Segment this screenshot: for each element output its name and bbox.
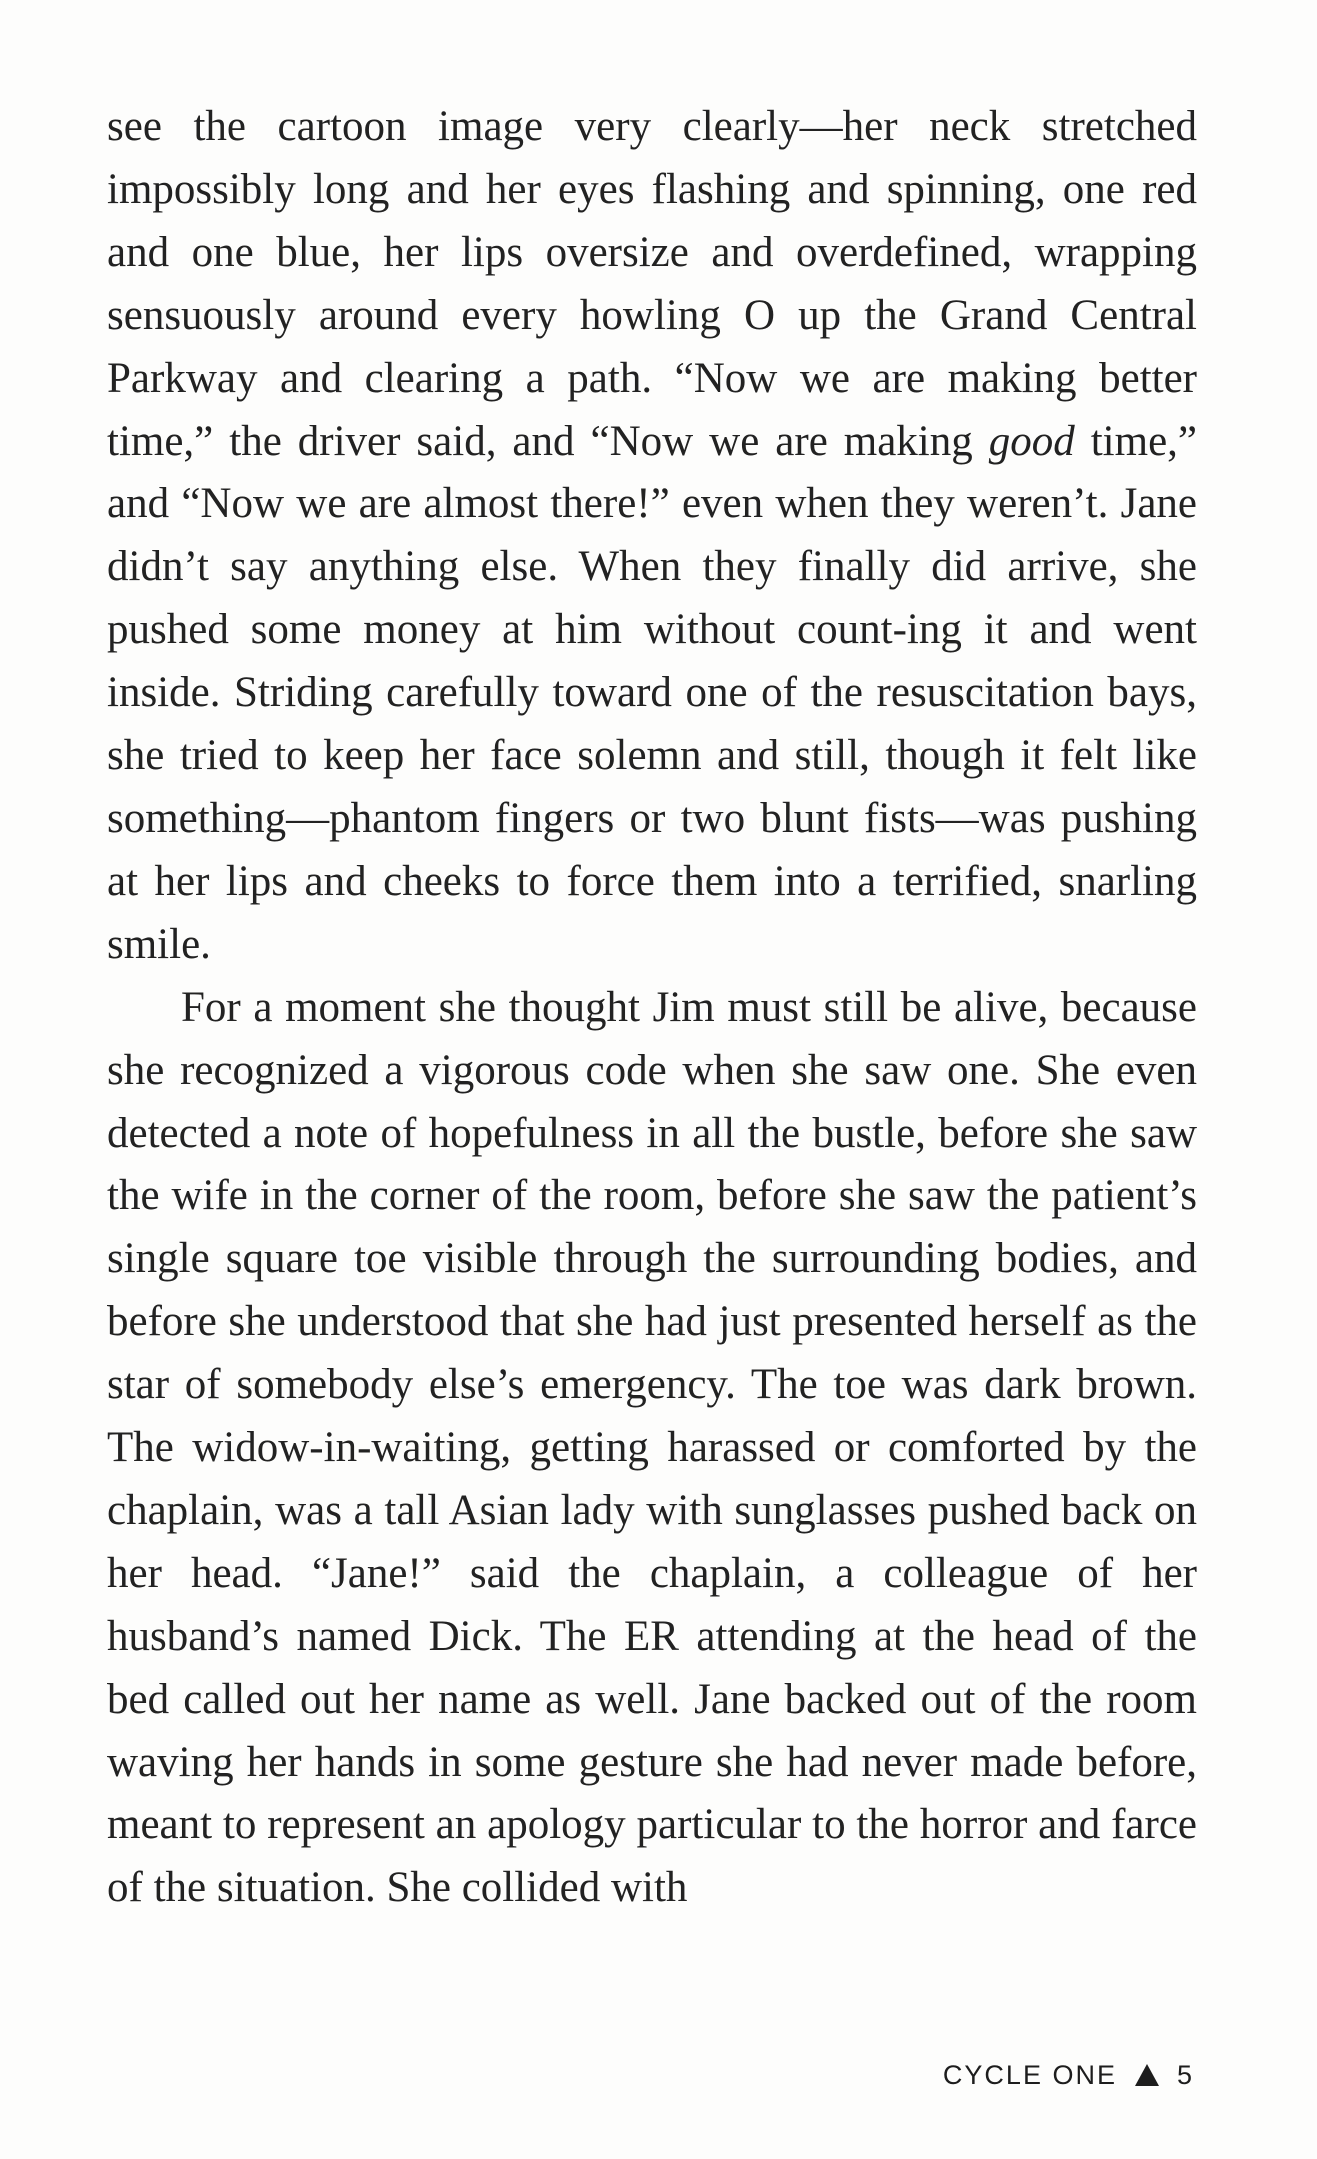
section-title: CYCLE ONE (942, 2060, 1117, 2090)
paragraph-2: For a moment she thought Jim must still be alive, because she recognized a vigorous code when she saw one. She even detected a note of hopefulness in all the bustle, before she saw the wife in the corner of the room, before she saw the patient’s single square toe visible through the surrounding bodies, and before she understood that she had just presented herself as the star of somebody else’s emergency. The toe was dark brown. The widow-in-waiting, getting harassed or comforted by the chaplain, was a tall Asian lady with sunglasses pushed back on her head. “Jane!” said the chaplain, a colleague of her husband’s named Dick. The ER attending at the head of the bed called out her name as well. Jane backed out of the room waving her hands in some gesture she had never made before, meant to represent an apology particular to the horror and farce of the situation. She collided with (107, 983, 1197, 1912)
running-footer (943, 2060, 1194, 2091)
paragraph-1-end: time,” and “Now we are almost there!” even when they weren’t. Jane didn’t say anything else. When they finally did arrive, she pushed some money at him without count-ing it and went inside. Striding carefully toward one of the resuscitation bays, she tried to keep her face solemn and still, though it felt like something—phantom fingers or two blunt fists—was pushing at her lips and cheeks to force them into a terrified, snarling smile. (107, 417, 1197, 968)
paragraph-1 (107, 96, 1197, 977)
body-text (107, 96, 1197, 1920)
italic-word: good (988, 417, 1075, 465)
paragraph-1-start: see the cartoon image very clearly—her neck stretched impossibly long and her eyes flashing and spinning, one red and one blue, her lips oversize and overdefined, wrapping sensuously around every howling O up the Grand Central Parkway and clearing a path. “Now we are making better time,” the driver said, and “Now we are making (107, 103, 1197, 465)
page-number: 5 (1176, 2060, 1194, 2090)
triangle-icon (1135, 2064, 1159, 2086)
